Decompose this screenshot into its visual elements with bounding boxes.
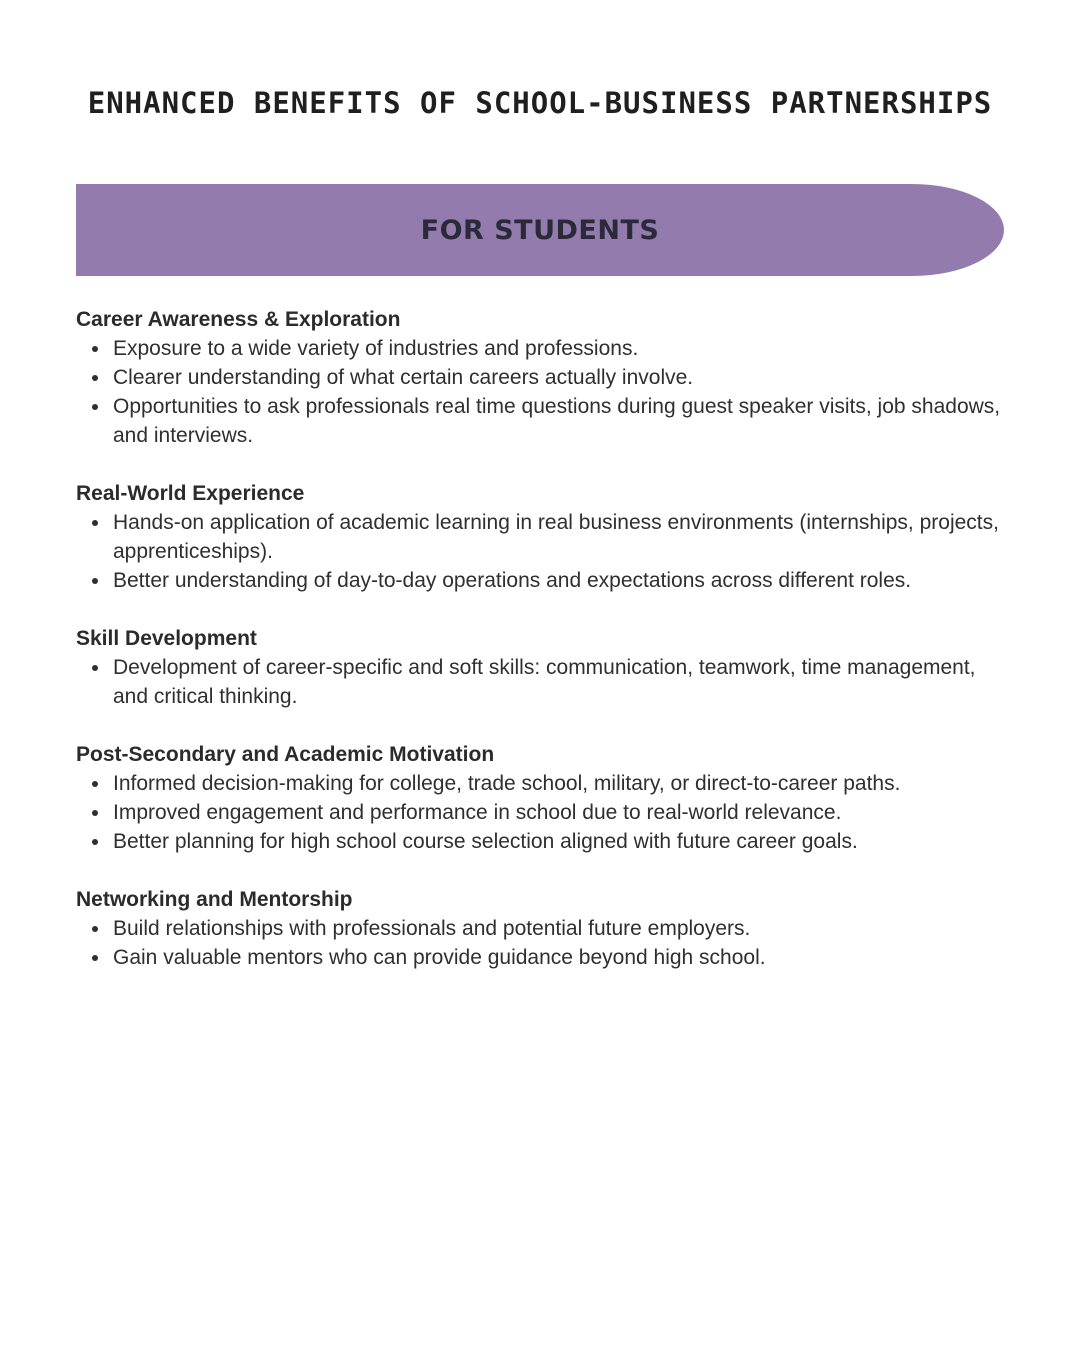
list-item: Exposure to a wide variety of industries and professions. bbox=[113, 334, 1016, 363]
benefit-group-networking-mentorship bbox=[76, 885, 1016, 972]
group-heading: Post-Secondary and Academic Motivation bbox=[76, 743, 495, 766]
bullet-list bbox=[76, 508, 1016, 595]
bullet-list bbox=[76, 769, 1016, 856]
list-item: Opportunities to ask professionals real time questions during guest speaker visits, job shadows, and interviews. bbox=[113, 392, 1016, 450]
bullet-list bbox=[76, 334, 1016, 450]
list-item: Informed decision-making for college, trade school, military, or direct-to-career paths. bbox=[113, 769, 1016, 798]
list-item: Development of career-specific and soft skills: communication, teamwork, time management, and critical thinking. bbox=[113, 653, 1016, 711]
bullet-list bbox=[76, 653, 1016, 711]
benefit-group-career-awareness bbox=[76, 305, 1016, 450]
group-heading: Real-World Experience bbox=[76, 482, 305, 505]
list-item: Hands-on application of academic learning in real business environments (internships, projects, apprenticeships). bbox=[113, 508, 1016, 566]
benefits-content bbox=[76, 305, 1016, 1001]
list-item: Better understanding of day-to-day operations and expectations across different roles. bbox=[113, 566, 1016, 595]
section-banner-label: FOR STUDENTS bbox=[420, 214, 660, 246]
group-heading: Networking and Mentorship bbox=[76, 888, 353, 911]
group-heading: Skill Development bbox=[76, 627, 257, 650]
benefit-group-real-world-experience bbox=[76, 479, 1016, 595]
list-item: Build relationships with professionals and potential future employers. bbox=[113, 914, 1016, 943]
benefit-group-skill-development bbox=[76, 624, 1016, 711]
benefit-group-post-secondary-motivation bbox=[76, 740, 1016, 856]
list-item: Gain valuable mentors who can provide guidance beyond high school. bbox=[113, 943, 1016, 972]
group-heading: Career Awareness & Exploration bbox=[76, 308, 401, 331]
bullet-list bbox=[76, 914, 1016, 972]
list-item: Better planning for high school course selection aligned with future career goals. bbox=[113, 827, 1016, 856]
list-item: Clearer understanding of what certain careers actually involve. bbox=[113, 363, 1016, 392]
list-item: Improved engagement and performance in school due to real-world relevance. bbox=[113, 798, 1016, 827]
section-banner bbox=[76, 184, 1004, 276]
page-title: ENHANCED BENEFITS OF SCHOOL-BUSINESS PARTNERSHIPS bbox=[87, 86, 993, 120]
